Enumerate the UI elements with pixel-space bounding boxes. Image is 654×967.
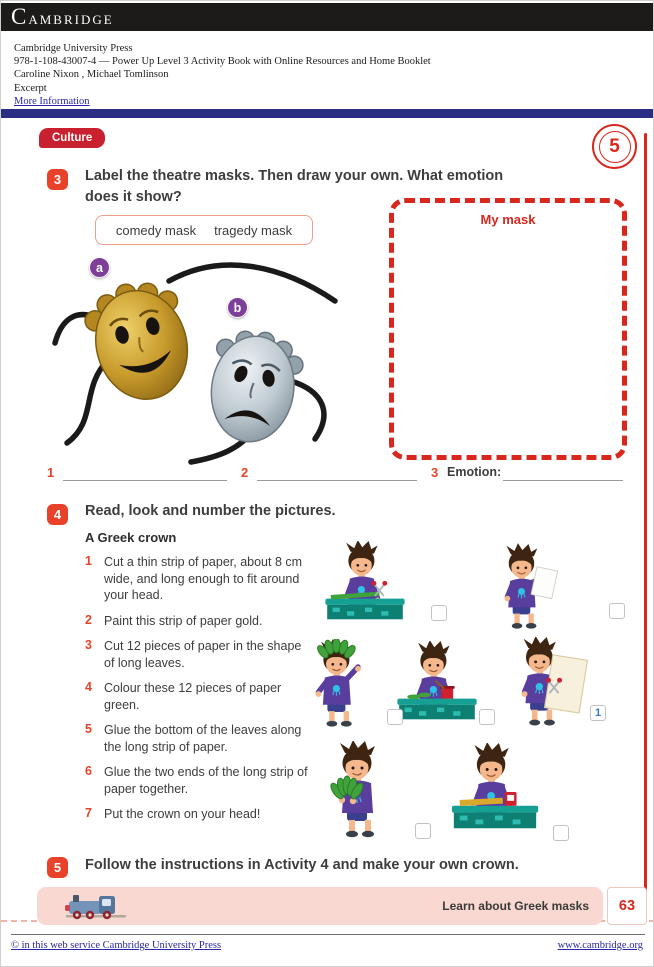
picture-boy-cutting-sheet bbox=[491, 637, 595, 729]
answer-blank-2[interactable] bbox=[257, 465, 417, 481]
mask-label-a: a bbox=[89, 257, 110, 278]
isbn-line: 978-1-108-43007-4 — Power Up Level 3 Activity Book with Online Resources and Home Booklet bbox=[14, 56, 431, 68]
publisher-name: Cambridge University Press bbox=[14, 43, 133, 54]
word-tragedy-mask: tragedy mask bbox=[214, 222, 293, 238]
excerpt-header bbox=[14, 42, 431, 108]
step-item: 7 Put the crown on your head! bbox=[85, 806, 261, 821]
footer-caption: Learn about Greek masks bbox=[442, 899, 589, 913]
more-information-link[interactable]: More Information bbox=[14, 95, 90, 107]
picture-boy-cutting-strip bbox=[307, 541, 423, 631]
cambridge-logo: Cambridge bbox=[11, 4, 114, 29]
word-comedy-mask: comedy mask bbox=[115, 222, 197, 238]
picture-boy-gluing bbox=[441, 743, 549, 841]
picture-boy-wearing-crown bbox=[295, 639, 385, 731]
activity5-number: 5 bbox=[47, 857, 68, 878]
number-box[interactable] bbox=[387, 709, 403, 725]
excerpt-label: Excerpt bbox=[14, 82, 47, 94]
answer-number-3: 3 bbox=[431, 465, 439, 480]
cambridge-banner bbox=[1, 3, 654, 31]
unit-number-badge bbox=[592, 124, 637, 169]
culture-badge: Culture bbox=[39, 128, 105, 148]
picture-boy-holding-paper bbox=[481, 543, 569, 633]
number-box[interactable] bbox=[415, 823, 431, 839]
answer-blank-1[interactable] bbox=[63, 465, 227, 481]
divider-bar bbox=[1, 109, 654, 118]
step-pictures bbox=[293, 539, 645, 853]
step-item: 4 Colour these 12 pieces of paper green. bbox=[85, 680, 282, 712]
step-item: 2 Paint this strip of paper gold. bbox=[85, 612, 263, 628]
train-icon bbox=[65, 891, 127, 921]
activity3-title-line1: Label the theatre masks. Then draw your own. What emotion bbox=[85, 168, 504, 184]
step-item: 5 Glue the bottom of the leaves along the long strip of paper. bbox=[85, 722, 302, 754]
number-box[interactable] bbox=[431, 605, 447, 621]
number-box[interactable] bbox=[553, 825, 569, 841]
activity3-title-line2: does it show? bbox=[85, 189, 182, 205]
answer-blank-emotion[interactable] bbox=[503, 465, 623, 481]
number-box[interactable] bbox=[609, 603, 625, 619]
page-number: 63 bbox=[607, 887, 647, 925]
authors-line: Caroline Nixon , Michael Tomlinson bbox=[14, 69, 169, 81]
instruction-steps bbox=[85, 554, 309, 832]
footer-band bbox=[37, 887, 603, 925]
mask-label-b: b bbox=[227, 297, 248, 318]
footer-rule bbox=[11, 934, 645, 935]
emotion-label: Emotion: bbox=[447, 465, 502, 479]
activity5-title: Follow the instructions in Activity 4 and make your own crown. bbox=[85, 857, 519, 873]
number-box[interactable]: 1 bbox=[590, 705, 606, 721]
picture-boy-holding-leaves bbox=[311, 741, 411, 841]
tragedy-mask bbox=[203, 325, 307, 448]
answer-number-1: 1 bbox=[47, 465, 55, 480]
step-item: 3 Cut 12 pieces of paper in the shape of long leaves. bbox=[85, 638, 302, 670]
theatre-masks-illustration bbox=[41, 241, 341, 466]
my-mask-drawing-area[interactable] bbox=[389, 198, 627, 460]
activity4-title: Read, look and number the pictures. bbox=[85, 503, 336, 519]
activity3-number: 3 bbox=[47, 169, 68, 190]
cambridge-url-link[interactable]: www.cambridge.org bbox=[557, 940, 643, 951]
copyright-link[interactable]: © in this web service Cambridge University Press bbox=[11, 940, 222, 951]
answer-number-2: 2 bbox=[241, 465, 249, 480]
number-box[interactable] bbox=[479, 709, 495, 725]
activity3-answer-row bbox=[1, 465, 654, 487]
step-item: 6 Glue the two ends of the long strip of paper together. bbox=[85, 764, 308, 796]
unit-number: 5 bbox=[609, 135, 620, 157]
activity4-subtitle: A Greek crown bbox=[85, 530, 177, 545]
activity4-number: 4 bbox=[47, 504, 68, 525]
comedy-mask bbox=[78, 271, 202, 411]
picture-boy-painting bbox=[391, 641, 483, 731]
step-item: 1 Cut a thin strip of paper, about 8 cm wide, and long enough to fit around your head. bbox=[85, 554, 303, 602]
my-mask-title: My mask bbox=[480, 212, 536, 227]
